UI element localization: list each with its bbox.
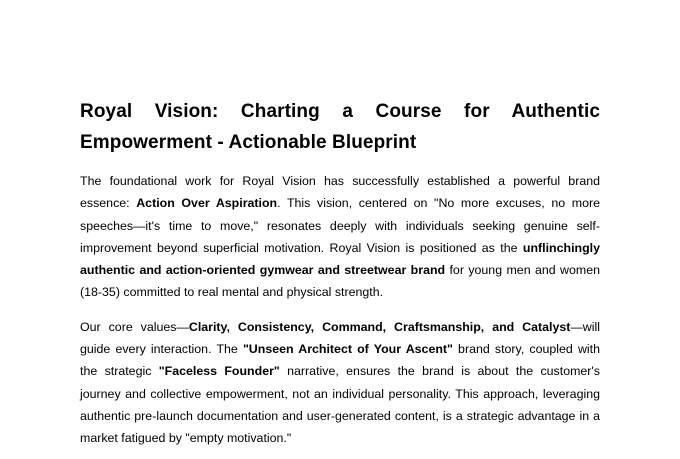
intro-paragraph [80, 170, 600, 304]
paragraph-text: Our core values— [80, 319, 189, 334]
document-page [80, 96, 600, 450]
values-paragraph [80, 316, 600, 450]
emphasis-text: Action Over Aspiration [136, 196, 278, 211]
paragraph-text: brand story, coupled with the strategic [80, 342, 600, 379]
paragraph-text: . This vision, centered on "No more excuses, no more speeches—it's time to move," resonates deeply with individuals seeking genuine self-improvement beyond superficial motivation. Royal Vision is positioned as the [80, 196, 600, 255]
paragraph-text: —will guide every interaction. The [80, 319, 600, 357]
emphasis-text: unflinchingly authentic and action-oriented gymwear and streetwear brand [80, 240, 600, 278]
emphasis-text: "Unseen Architect of Your Ascent" [242, 342, 453, 357]
document-title: Royal Vision: Charting a Course for Authentic Empowerment - Actionable Blueprint [80, 101, 600, 153]
paragraph-text: narrative, ensures the brand is about the customer's journey and collective empowerment, not an individual personality. This approach, leveraging authentic pre-launch documentation and user-generated content, is a strategic advantage in a market fatigued by "empty motivation." [80, 364, 600, 446]
emphasis-text: "Faceless Founder" [158, 364, 280, 379]
emphasis-text: Clarity, Consistency, Command, Craftsmanship, and Catalyst [188, 319, 571, 334]
paragraph-text: The foundational work for Royal Vision has successfully established a powerful brand essence: [80, 174, 600, 211]
paragraph-text: for young men and women (18-35) committed to real mental and physical strength. [80, 263, 600, 300]
